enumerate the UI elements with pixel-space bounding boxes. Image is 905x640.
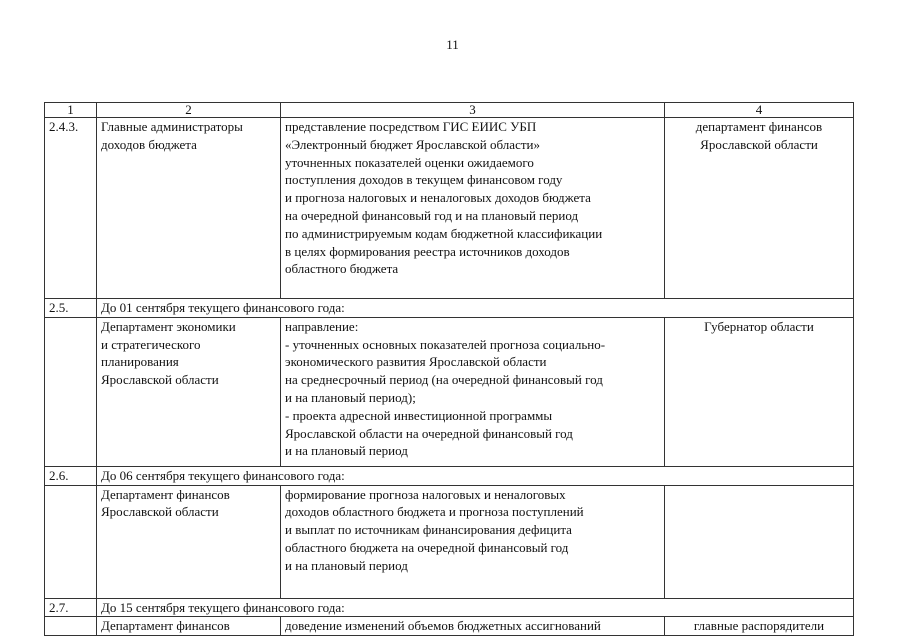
table-row bbox=[45, 485, 854, 598]
responsible-party bbox=[97, 617, 281, 636]
item-number bbox=[45, 317, 97, 466]
responsible-party-line: Департамент финансов bbox=[101, 618, 230, 634]
responsible-party-line: Департамент экономики bbox=[101, 318, 236, 334]
item-number: 2.7. bbox=[45, 598, 97, 617]
item-number bbox=[45, 485, 97, 598]
action-description-line: и прогноза налоговых и неналоговых доходов бюджета bbox=[285, 190, 591, 206]
action-description-line: направление: bbox=[285, 318, 359, 334]
item-number: 2.4.3. bbox=[45, 118, 97, 299]
action-description-line: и на плановый период); bbox=[285, 389, 416, 405]
action-description-line: уточненных показателей оценки ожидаемого bbox=[285, 154, 534, 170]
action-description-line: поступления доходов в текущем финансовом году bbox=[285, 172, 563, 188]
action-description-line: «Электронный бюджет Ярославской области» bbox=[285, 136, 540, 152]
section-deadline: До 15 сентября текущего финансового года: bbox=[97, 598, 854, 617]
responsible-party-line: и стратегического bbox=[101, 336, 201, 352]
header-cell-1: 1 bbox=[45, 103, 97, 118]
section-row bbox=[45, 466, 854, 485]
action-description-line: представление посредством ГИС ЕИИС УБП bbox=[285, 119, 537, 134]
action-description bbox=[281, 485, 665, 598]
header-cell-3: 3 bbox=[281, 103, 665, 118]
page-number: 11 bbox=[446, 37, 459, 52]
header-cell-2: 2 bbox=[97, 103, 281, 118]
action-description bbox=[281, 617, 665, 636]
section-row bbox=[45, 299, 854, 318]
responsible-party-line: доходов бюджета bbox=[101, 136, 197, 152]
header-cell-4: 4 bbox=[665, 103, 854, 118]
action-description bbox=[281, 317, 665, 466]
recipient bbox=[665, 317, 854, 466]
section-deadline: До 01 сентября текущего финансового года: bbox=[97, 299, 854, 318]
action-description-line: областного бюджета bbox=[285, 261, 399, 277]
responsible-party-line: Ярославской области bbox=[101, 504, 219, 520]
recipient-line: главные распорядители bbox=[693, 618, 825, 634]
responsible-party-line: Ярославской области bbox=[101, 372, 219, 388]
recipient-line: департамент финансов bbox=[695, 119, 823, 134]
table-row bbox=[45, 118, 854, 299]
item-number bbox=[45, 617, 97, 636]
action-description-line: на очередной финансовый год и на плановый период bbox=[285, 207, 579, 223]
section-deadline: До 06 сентября текущего финансового года: bbox=[97, 466, 854, 485]
action-description-line: экономического развития Ярославской области bbox=[285, 354, 547, 370]
table-row bbox=[45, 317, 854, 466]
recipient bbox=[665, 617, 854, 636]
recipient-line: Ярославской области bbox=[700, 136, 818, 152]
section-row bbox=[45, 598, 854, 617]
schedule-table bbox=[44, 102, 854, 636]
action-description-line: на среднесрочный период (на очередной финансовый год bbox=[285, 372, 603, 388]
action-description-line: Ярославской области на очередной финансовый год bbox=[285, 425, 573, 441]
action-description-line: доходов областного бюджета и прогноза поступлений bbox=[285, 504, 584, 520]
action-description-line: и на плановый период bbox=[285, 557, 408, 573]
action-description-line: по администрируемым кодам бюджетной классификации bbox=[285, 225, 603, 241]
action-description bbox=[281, 118, 665, 299]
action-description-line: - уточненных основных показателей прогноза социально- bbox=[285, 336, 606, 352]
action-description-line: - проекта адресной инвестиционной программы bbox=[285, 407, 553, 423]
action-description-line: формирование прогноза налоговых и неналоговых bbox=[285, 486, 566, 502]
responsible-party bbox=[97, 485, 281, 598]
recipient bbox=[665, 485, 854, 598]
recipient-line: Губернатор области bbox=[704, 318, 814, 334]
table-row bbox=[45, 617, 854, 636]
responsible-party-line: планирования bbox=[101, 354, 179, 370]
action-description-line: в целях формирования реестра источников доходов bbox=[285, 243, 570, 259]
responsible-party-line: Департамент финансов bbox=[101, 486, 230, 502]
action-description-line: и на плановый период bbox=[285, 443, 408, 459]
action-description-line: областного бюджета на очередной финансовый год bbox=[285, 539, 569, 555]
recipient bbox=[665, 118, 854, 299]
responsible-party bbox=[97, 118, 281, 299]
item-number: 2.6. bbox=[45, 466, 97, 485]
responsible-party bbox=[97, 317, 281, 466]
table-header-row bbox=[45, 103, 854, 118]
responsible-party-line: Главные администраторы bbox=[101, 119, 243, 134]
item-number: 2.5. bbox=[45, 299, 97, 318]
action-description-line: и выплат по источникам финансирования дефицита bbox=[285, 522, 572, 538]
action-description-line: доведение изменений объемов бюджетных ассигнований bbox=[285, 618, 601, 634]
